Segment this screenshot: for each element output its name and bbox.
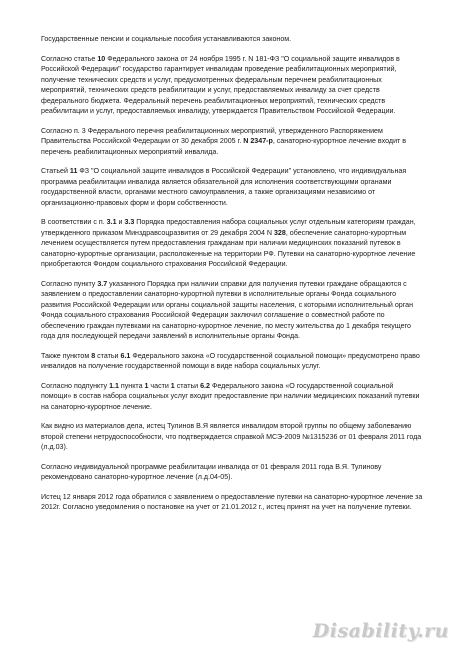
text-run: Как видно из материалов дела, истец Тулинов В.Я является инвалидом второй группы по общему заболеванию второй степени нетрудоспособности, что подтверждается справкой МСЭ-2009 №1315236 от 01 февраля 2011 года (л.д.03). <box>41 422 422 451</box>
paragraph-p7 <box>41 351 424 372</box>
text-run: пункта <box>118 381 145 390</box>
text-run: статьи <box>174 381 201 390</box>
bold-reference: 6.2 <box>200 381 210 390</box>
paragraph-p11 <box>41 492 424 513</box>
paragraph-p6 <box>41 279 424 342</box>
text-run: Также пунктом <box>41 351 92 360</box>
text-run: Порядка предоставления набора социальных услуг отдельным категориям граждан, утвержденного приказом Минздравсоцразвития от 29 декабря 2004 N <box>41 218 416 237</box>
text-run: Федерального закона «О государственной социальной помощи» предусмотрено право инвалидов на получение государственной помощи в виде набора социальных услуг. <box>41 351 420 370</box>
text-run: ФЗ "О социальной защите инвалидов в Российской Федерации" установлено, что индивидуальная программа реабилитации инвалида является обязательной для исполнения соответствующими органами государственной власти, органами местного самоуправления, а также организациями независимо от организационно-правовых форм и форм собственности. <box>41 167 407 207</box>
bold-reference: 3.7 <box>97 279 108 288</box>
bold-reference: 1 <box>144 381 149 390</box>
bold-reference: N 2347-р <box>243 137 273 145</box>
text-run: указанного Порядка при наличии справки для получения путевки граждане обращаются с заявлением о предоставлении санаторно-курортной путевки в исполнительные органы Фонда социального развития Российской Федерации или органы социальной защиты населения, с которыми исполнительный орган Фонда социального страхования Российской Федерации заключил соглашение о совместной работе по обеспечению граждан путевками на санаторно-курортное лечение, по месту жительства до 1 декабря текущего года для последующей передачи заявлений в исполнительные органы Фонда. <box>41 279 414 340</box>
bold-reference: 1 <box>170 381 175 390</box>
text-run: статьи <box>95 351 121 360</box>
paragraph-p8 <box>41 381 424 413</box>
paragraph-p10 <box>41 462 424 483</box>
paragraph-p4 <box>41 166 424 208</box>
text-run: Государственные пенсии и социальные пособия устанавливаются законом. <box>41 35 292 43</box>
paragraph-p2 <box>41 54 424 117</box>
text-run: , санаторно-курортное лечение входит в перечень реабилитационных мероприятий инвалида. <box>41 137 407 156</box>
bold-reference: 11 <box>69 167 78 175</box>
bold-reference: 3.3 <box>124 218 135 226</box>
text-run: , обеспечение санаторно-курортным лечением осуществляется путем предоставления гражданам при наличии медицинских показаний путевок в санаторно-курортные организации, расположенные на территории РФ. Путевки на санаторно-курортное лечение приобретаются Фондом социального страхования Российской Федерации. <box>41 228 416 268</box>
text-run: В соответствии с п. <box>41 218 107 226</box>
document-page <box>41 34 424 522</box>
text-run: Согласно индивидуальной программе реабилитации инвалида от 01 февраля 2011 года В.Я. Тулинову рекомендовано санаторно-курортное лечение (л.д.04-05). <box>41 462 382 481</box>
text-run: Истец 12 января 2012 года обратился с заявлением о предоставление путевки на санаторно-курортное лечение за 2012г. Согласно уведомления о постановке на учет от 21.01.2012 г., истец принят на учет на получение путевки. <box>41 492 423 511</box>
site-watermark: Disability.ru <box>312 620 449 642</box>
paragraph-p5 <box>41 217 424 270</box>
text-run: Согласно статье <box>41 54 98 63</box>
text-run: Согласно пункту <box>41 279 98 288</box>
bold-reference: 8 <box>91 351 96 360</box>
paragraph-p9 <box>41 421 424 453</box>
text-run: части <box>148 381 171 390</box>
text-run: и <box>116 218 125 226</box>
bold-reference: 328 <box>273 228 286 237</box>
text-run: Федерального закона «О государственной социальной помощи» в состав набора социальных услуг входит предоставление при наличии медицинских показаний путевки на санаторно-курортное лечение. <box>41 381 420 411</box>
bold-reference: 1.1 <box>109 381 119 390</box>
bold-reference: 3.1 <box>106 218 117 226</box>
text-run: Статьей <box>41 167 70 175</box>
bold-reference: 6.1 <box>120 351 131 360</box>
text-run: Федерального закона от 24 ноября 1995 г. N 181-ФЗ "О социальной защите инвалидов в Российской Федерации" государство гарантирует инвалидам проведение реабилитационных мероприятий, получение технических средств и услуг, предусмотренных федеральным перечнем реабилитационных мероприятий, технических средств реабилитации и услуг, предоставляемых инвалиду за счет средств федерального бюджета. Федеральный перечень реабилитационных мероприятий, технических средств реабилитации и услуг, предоставляемых инвалиду, утверждается Правительством Российской Федерации. <box>41 54 400 115</box>
paragraph-p3 <box>41 126 424 158</box>
bold-reference: 10 <box>97 54 106 63</box>
text-run: Согласно п. 3 Федерального перечня реабилитационных мероприятий, утвержденного Распоряжением Правительства Российской Федерации от 30 декабря 2005 г. <box>41 126 383 145</box>
paragraph-p1 <box>41 34 424 45</box>
text-run: Согласно подпункту <box>41 381 110 390</box>
